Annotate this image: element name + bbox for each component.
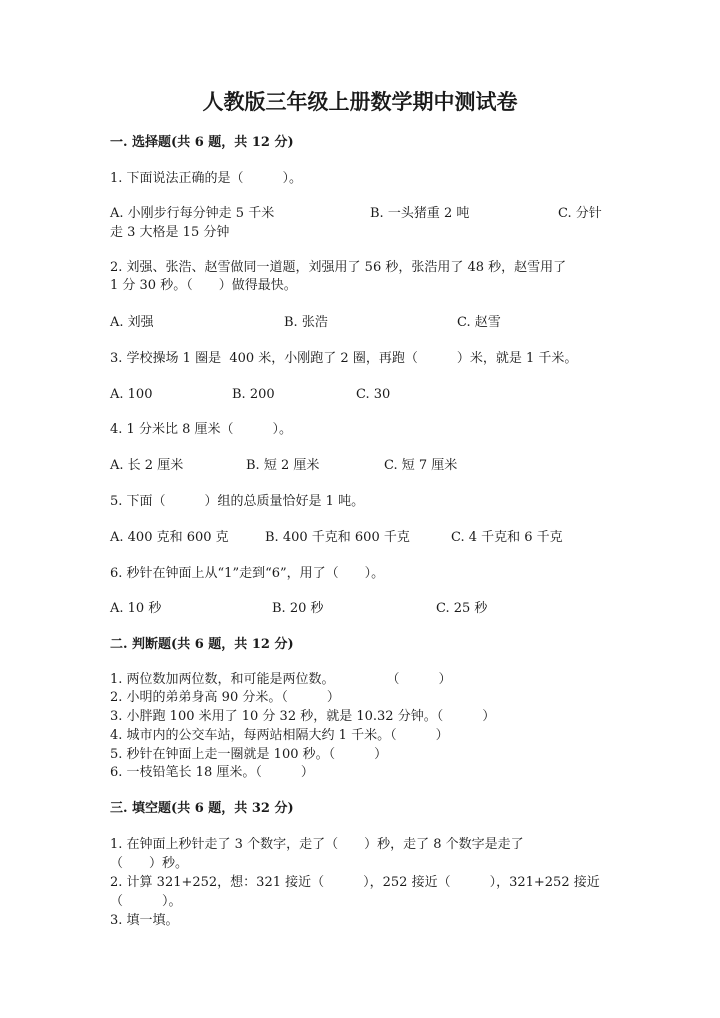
option-a: A. 10 秒 (110, 601, 162, 616)
section-heading-fill: 三. 填空题(共 6 题，共 32 分) (110, 801, 294, 816)
option-b: B. 200 (232, 387, 275, 402)
option-a: A. 长 2 厘米 (110, 458, 184, 473)
option-c: C. 4 千克和 6 千克 (451, 530, 563, 545)
judgment-item: 4. 城市内的公交车站，每两站相隔大约 1 千米。（ ） (110, 728, 449, 743)
question-stem: 3. 学校操场 1 圈是 400 米，小刚跑了 2 圈，再跑（ ）米，就是 1 千米。 (110, 351, 578, 366)
judgment-item: 5. 秒针在钟面上走一圈就是 100 秒。（ ） (110, 747, 388, 762)
option-b: B. 张浩 (284, 315, 328, 330)
question-stem: 1. 下面说法正确的是（ ）。 (110, 171, 303, 186)
page-title: 人教版三年级上册数学期中测试卷 (202, 89, 518, 114)
question-stem: 4. 1 分米比 8 厘米（ ）。 (110, 422, 292, 437)
fill-line: 2. 计算 321+252，想：321 接近（ ），252 接近（ ），321+252 接近 (110, 875, 600, 890)
section-heading-judgment: 二. 判断题(共 6 题，共 12 分) (110, 637, 294, 652)
question-stem-line2: 1 分 30 秒。（ ）做得最快。 (110, 278, 297, 293)
question-stem: 5. 下面（ ）组的总质量恰好是 1 吨。 (110, 494, 365, 509)
judgment-item: 1. 两位数加两位数，和可能是两位数。 （ ） (110, 672, 452, 687)
option-a: A. 100 (110, 387, 153, 402)
option-c: C. 30 (356, 387, 391, 402)
option-c: C. 分针 (558, 206, 602, 221)
fill-line: （ ）。 (110, 894, 182, 909)
question-stem: 2. 刘强、张浩、赵雪做同一道题，刘强用了 56 秒，张浩用了 48 秒，赵雪用了 (110, 260, 567, 275)
option-b: B. 400 千克和 600 千克 (265, 530, 410, 545)
question-stem: 6. 秒针在钟面上从“1”走到“6”，用了（ ）。 (110, 566, 385, 581)
option-b: B. 一头猪重 2 吨 (370, 206, 470, 221)
option-c: C. 赵雪 (457, 315, 501, 330)
option-c: C. 短 7 厘米 (384, 458, 458, 473)
judgment-item: 2. 小明的弟弟身高 90 分米。（ ） (110, 690, 340, 705)
option-c: C. 25 秒 (436, 601, 488, 616)
fill-line: 3. 填一填。 (110, 913, 179, 928)
fill-line: 1. 在钟面上秒针走了 3 个数字，走了（ ）秒，走了 8 个数字是走了 (110, 837, 524, 852)
judgment-item: 3. 小胖跑 100 米用了 10 分 32 秒，就是 10.32 分钟。（ ） (110, 709, 496, 724)
option-continuation: 走 3 大格是 15 分钟 (110, 225, 230, 240)
fill-line: （ ）秒。 (110, 856, 189, 871)
judgment-item: 6. 一枝铅笔长 18 厘米。（ ） (110, 765, 314, 780)
option-b: B. 短 2 厘米 (246, 458, 320, 473)
option-a: A. 刘强 (110, 315, 154, 330)
option-a: A. 小刚步行每分钟走 5 千米 (110, 206, 275, 221)
option-a: A. 400 克和 600 克 (110, 530, 229, 545)
section-heading-choice: 一. 选择题(共 6 题，共 12 分) (110, 135, 294, 150)
option-b: B. 20 秒 (272, 601, 324, 616)
